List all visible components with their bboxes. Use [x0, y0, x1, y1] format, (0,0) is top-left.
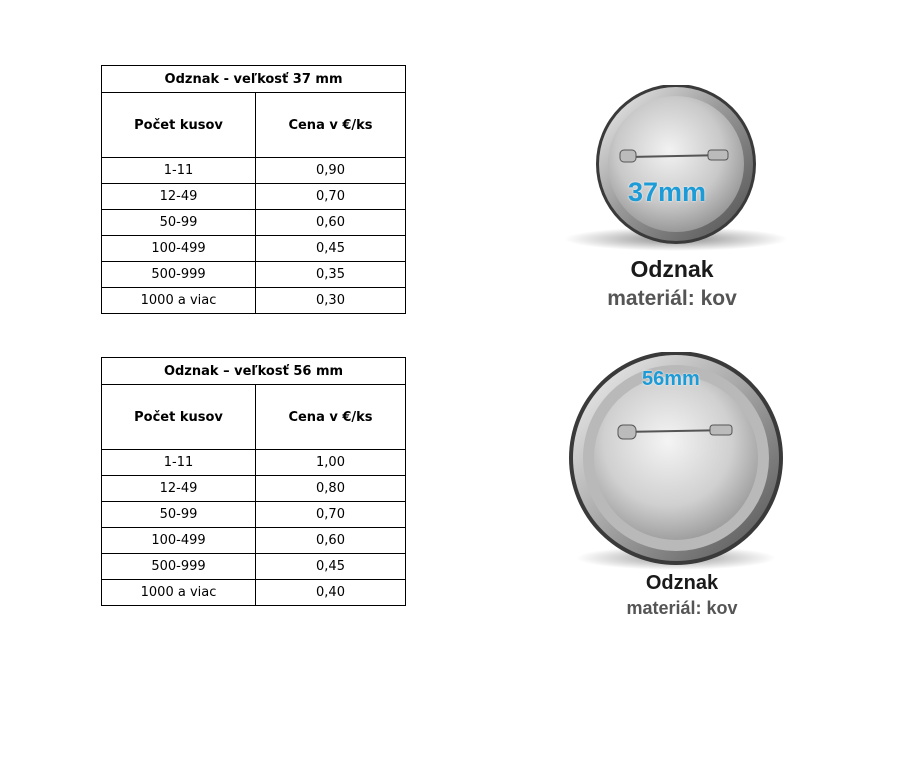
table-row [102, 476, 406, 502]
badge-name: Odznak [645, 572, 719, 594]
badge-material: materiál: kov [626, 598, 738, 618]
table-row [102, 528, 406, 554]
price-table-37mm [101, 65, 406, 314]
price-cell: 0,45 [256, 236, 406, 262]
quantity-cell: 1-11 [102, 158, 256, 184]
price-cell: 0,60 [256, 210, 406, 236]
table-row [102, 554, 406, 580]
price-cell: 0,90 [256, 158, 406, 184]
pin-badge-icon [560, 85, 792, 255]
quantity-cell: 100-499 [102, 528, 256, 554]
quantity-cell: 1000 a viac [102, 288, 256, 314]
quantity-cell: 1000 a viac [102, 580, 256, 606]
table-row [102, 158, 406, 184]
table-row [102, 580, 406, 606]
quantity-cell: 12-49 [102, 476, 256, 502]
badge-material: materiál: kov [607, 287, 737, 310]
price-cell: 0,70 [256, 184, 406, 210]
badge-37mm-image [560, 85, 792, 255]
table-title: Odznak – veľkosť 56 mm [102, 358, 406, 385]
table-row [102, 450, 406, 476]
quantity-cell: 100-499 [102, 236, 256, 262]
quantity-cell: 1-11 [102, 450, 256, 476]
table-row [102, 210, 406, 236]
price-cell: 0,35 [256, 262, 406, 288]
price-cell: 0,40 [256, 580, 406, 606]
table-row [102, 262, 406, 288]
size-label: 37mm [628, 177, 707, 207]
price-cell: 0,80 [256, 476, 406, 502]
size-label: 56mm [642, 368, 700, 390]
badge-name: Odznak [630, 256, 714, 282]
price-cell: 0,45 [256, 554, 406, 580]
table-row [102, 502, 406, 528]
quantity-cell: 12-49 [102, 184, 256, 210]
quantity-cell: 500-999 [102, 554, 256, 580]
price-cell: 0,70 [256, 502, 406, 528]
badge-56mm-image [562, 352, 794, 572]
quantity-cell: 50-99 [102, 502, 256, 528]
column-header-quantity: Počet kusov [102, 93, 256, 158]
price-cell: 0,60 [256, 528, 406, 554]
quantity-cell: 50-99 [102, 210, 256, 236]
column-header-quantity: Počet kusov [102, 385, 256, 450]
price-table-56mm [101, 357, 406, 606]
table-row [102, 288, 406, 314]
price-cell: 1,00 [256, 450, 406, 476]
column-header-price: Cena v €/ks [256, 93, 406, 158]
table-row [102, 236, 406, 262]
column-header-price: Cena v €/ks [256, 385, 406, 450]
table-title: Odznak - veľkosť 37 mm [102, 66, 406, 93]
price-cell: 0,30 [256, 288, 406, 314]
table-row [102, 184, 406, 210]
quantity-cell: 500-999 [102, 262, 256, 288]
